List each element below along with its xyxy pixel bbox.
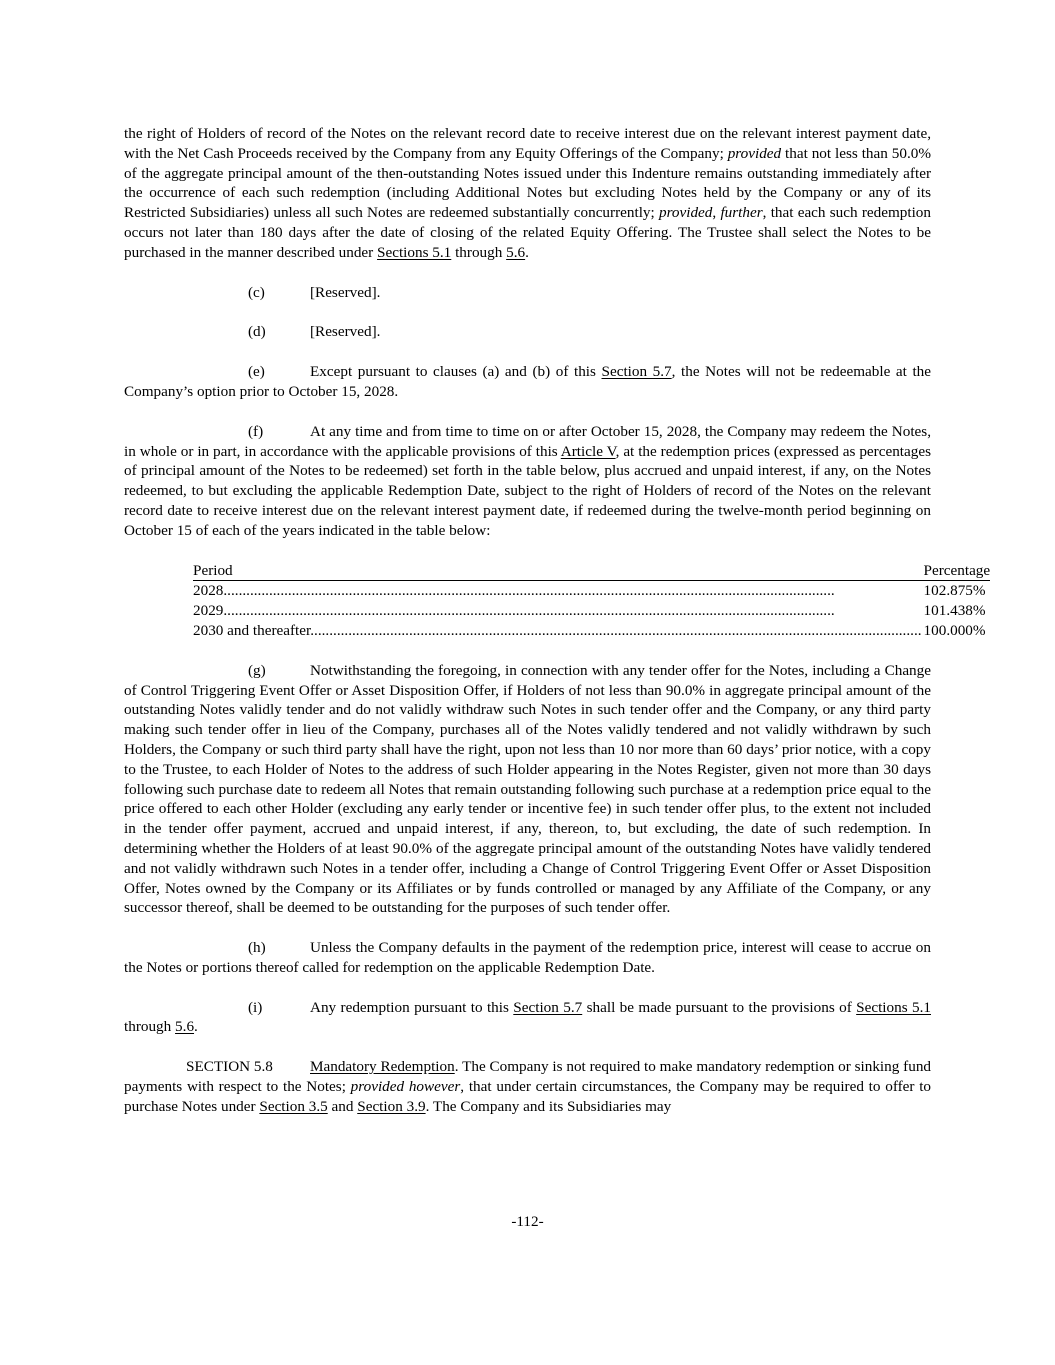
sections-5-1-link: Sections 5.1 [856, 998, 931, 1016]
section-3-9-link: Section 3.9 [357, 1097, 426, 1115]
percentage-column-header: Percentage [922, 561, 991, 581]
section-5-7-link: Section 5.7 [601, 363, 672, 381]
clause-label: (e) [248, 363, 265, 381]
redemption-price-table [193, 561, 990, 641]
clause-label: (f) [248, 422, 264, 440]
sections-5-1-link: Sections 5.1 [377, 243, 452, 261]
clause-label: (c) [248, 283, 265, 301]
clause-label: (h) [248, 939, 266, 957]
percentage-cell: 100.000% [923, 621, 986, 639]
section-3-5-link: Section 3.5 [259, 1097, 328, 1115]
period-cell: 2029 [193, 602, 224, 620]
paragraph-continuation: the right of Holders of record of the Notes on the relevant record date to receive interest due on the relevant interest payment date, with the Net Cash Proceeds received by the Company from any Equity Offerings of the Company; provided that not less than 50.0% of the aggregate principal amount of the then-outstanding Notes issued under this Indenture remains outstanding immediately after the occurrence of each such redemption (including Additional Notes but excluding Notes held by the Company or any of its Restricted Subsidiaries) unless all such Notes are redeemed substantially concurrently; provided, further, that each such redemption occurs not later than 180 days after the date of closing of the related Equity Offering. The Trustee shall select the Notes to be purchased in the manner described under Sections 5.1 through 5.6. [124, 125, 931, 261]
table-row [193, 621, 990, 641]
table-row [193, 581, 990, 601]
page-number: -112- [511, 1213, 544, 1230]
section-5-8: SECTION 5.8 Mandatory Redemption. The Company is not required to make mandatory redemption or sinking fund payments with respect to the Notes; provided however, that under certain circumstances, the Company may be required to offer to purchase Notes under Section 3.5 and Section 3.9. The Company and its Subsidiaries may [124, 1058, 932, 1115]
clause-label: (d) [248, 323, 266, 341]
table-header-row [193, 561, 990, 581]
percentage-cell: 101.438% [923, 602, 986, 620]
clause-f: (f) At any time and from time to time on or after October 15, 2028, the Company may redeem the Notes, in whole or in part, in accordance with the applicable provisions of this Article V, at the redemption prices (expressed as percentages of principal amount of the Notes to be redeemed) set forth in the table below, plus accrued and unpaid interest, if any, on the Notes redeemed, to but excluding the applicable Redemption Date, subject to the right of Holders of record of the Notes on the relevant record date to receive interest due on the relevant interest payment date, if redeemed during the twelve-month period beginning on October 15 of each of the years indicated in the table below: [124, 422, 932, 539]
section-5-6-link: 5.6 [175, 1018, 195, 1036]
clause-c: (c) [Reserved]. [248, 283, 381, 301]
clause-label: (i) [248, 998, 263, 1016]
percentage-cell: 102.875% [923, 582, 986, 600]
period-cell: 2030 and thereafter [193, 621, 311, 639]
section-title: Mandatory Redemption [310, 1058, 455, 1076]
table-row [193, 601, 990, 621]
clause-i: (i) Any redemption pursuant to this Section 5.7 shall be made pursuant to the provisions of Sections 5.1 through 5.6. [124, 998, 931, 1036]
section-label: SECTION 5.8 [186, 1058, 273, 1076]
article-v-link: Article V [560, 442, 616, 460]
clause-d: (d) [Reserved]. [248, 323, 381, 341]
clause-label: (g) [248, 661, 266, 679]
clause-h: (h) Unless the Company defaults in the payment of the redemption price, interest will cease to accrue on the Notes or portions thereof called for redemption on the applicable Redemption Date. [124, 939, 931, 976]
section-5-7-link: Section 5.7 [513, 998, 583, 1016]
period-cell: 2028 [193, 582, 224, 600]
section-5-6-link: 5.6 [506, 243, 526, 261]
document-page [124, 124, 991, 1117]
period-column-header: Period [193, 561, 922, 581]
clause-g: (g) Notwithstanding the foregoing, in connection with any tender offer for the Notes, including a Change of Control Triggering Event Offer or Asset Disposition Offer, if Holders of not less than 90.0% in aggregate principal amount of the outstanding Notes validly tender and do not validly withdraw such Notes in such tender offer and the Company, or any third party making such tender offer in lieu of the Company, purchases all of the Notes validly tendered and not validly withdrawn by such Holders, the Company or such third party shall have the right, upon not less than 10 nor more than 60 days’ prior notice, with a copy to the Trustee, to each Holder of Notes to the address of such Holder appearing in the Notes Register, given not more than 30 days following such purchase date to redeem all Notes that remain outstanding following such purchase at a redemption price equal to the price offered to each other Holder (excluding any early tender or incentive fee) in such tender offer plus, to the extent not included in the tender offer payment, accrued and unpaid interest, if any, thereon, to, but excluding, the date of such redemption. In determining whether the Holders of at least 90.0% of the aggregate principal amount of the outstanding Notes have validly tendered and not validly withdrawn such Notes in a tender offer, including a Change of Control Triggering Event Offer or Asset Disposition Offer, Notes owned by the Company or its Affiliates or by funds controlled or managed by any Affiliate of the Company, or any successor thereof, shall be deemed to be outstanding for the purposes of such tender offer. [124, 661, 931, 917]
clause-e: (e) Except pursuant to clauses (a) and (b) of this Section 5.7, the Notes will not be redeemable at the Company’s option prior to October 15, 2028. [124, 363, 932, 400]
